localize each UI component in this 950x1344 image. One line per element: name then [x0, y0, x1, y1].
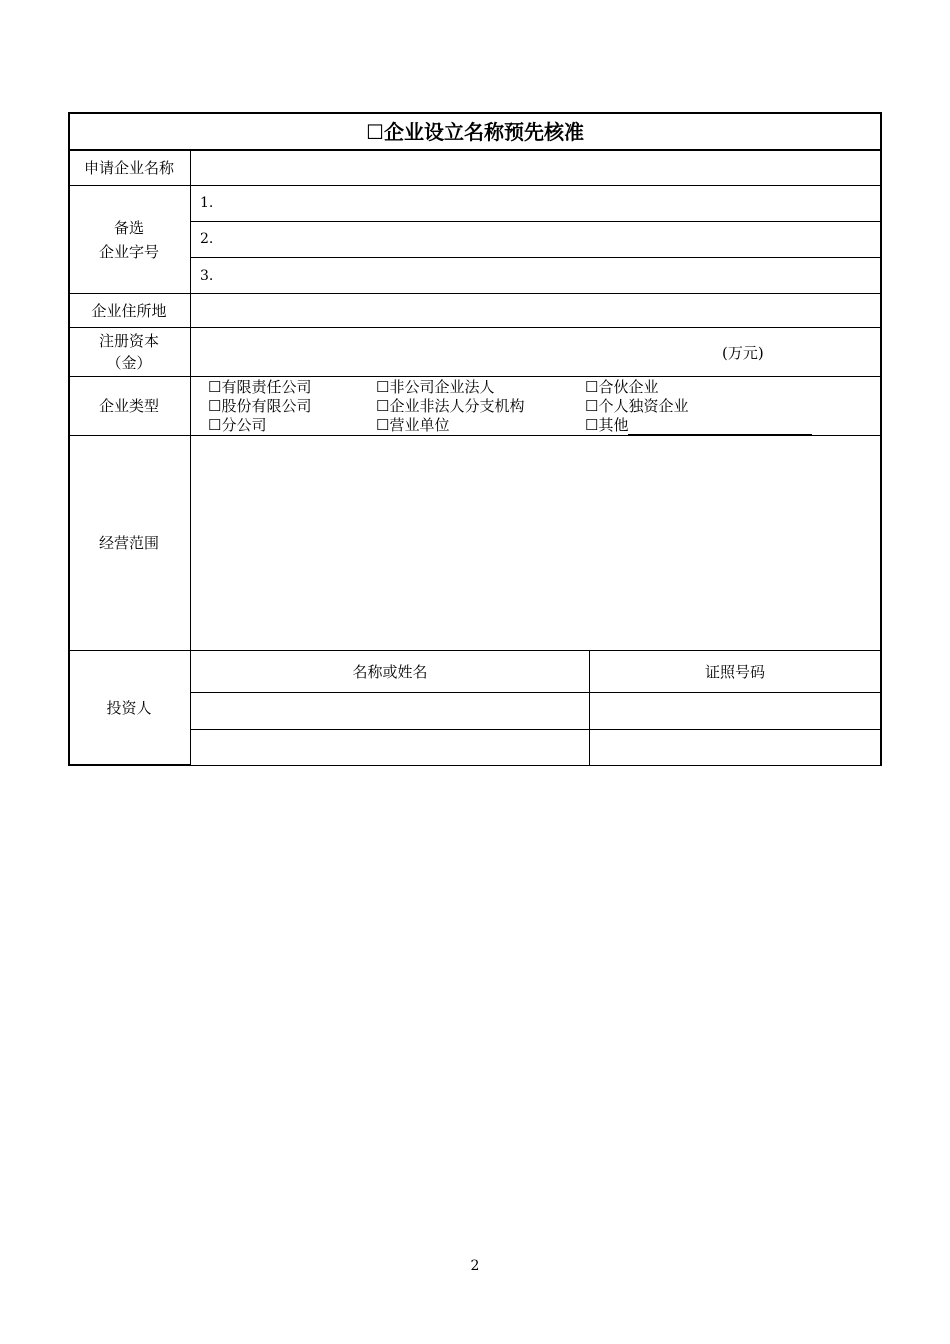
other-blank-line[interactable]	[628, 420, 812, 435]
alt-name-2-field[interactable]: 2.	[200, 231, 214, 247]
address-label: 企业住所地	[91, 301, 167, 320]
capital-unit: (万元)	[722, 344, 764, 362]
type-option-other[interactable]	[585, 416, 812, 435]
company-type-label: 企业类型	[98, 397, 159, 415]
alt-names-label-line2: 企业字号	[98, 242, 159, 261]
rule-alt-1	[190, 221, 882, 222]
type-option-non-corporate[interactable]: ☐非公司企业法人	[376, 378, 495, 396]
alt-name-3-field[interactable]: 3.	[200, 268, 214, 284]
page-number: 2	[470, 1258, 480, 1274]
company-name-field[interactable]	[191, 150, 880, 185]
form-title: ☐企业设立名称预先核准	[366, 119, 584, 144]
alt-names-label	[68, 186, 190, 293]
investor-1-name-field[interactable]	[191, 693, 589, 729]
capital-field[interactable]	[191, 328, 880, 376]
border-right	[880, 112, 882, 766]
business-scope-label: 经营范围	[98, 534, 159, 552]
company-name-label: 申请企业名称	[83, 158, 174, 177]
type-option-branch[interactable]: ☐企业非法人分支机构	[376, 397, 525, 415]
investors-col-name: 名称或姓名	[352, 662, 428, 681]
investor-1-id-field[interactable]	[590, 693, 880, 729]
type-option-subsidiary[interactable]: ☐分公司	[208, 416, 267, 434]
name-preapproval-form	[68, 112, 882, 766]
capital-label	[68, 328, 190, 376]
type-option-other-label: ☐其他	[585, 416, 629, 434]
investors-col-id: 证照号码	[704, 662, 765, 681]
business-scope-field[interactable]	[191, 436, 880, 650]
capital-label-line2: （金）	[106, 354, 152, 372]
capital-label-line1: 注册资本	[98, 332, 159, 350]
alt-name-1-field[interactable]: 1.	[200, 195, 214, 211]
address-field[interactable]	[191, 294, 880, 327]
alt-names-label-line1: 备选	[113, 218, 144, 237]
type-option-business-unit[interactable]: ☐营业单位	[376, 416, 450, 434]
rule-alt-2	[190, 257, 882, 258]
type-option-llc[interactable]: ☐有限责任公司	[208, 378, 312, 396]
investors-label: 投资人	[106, 698, 152, 717]
type-option-sole-proprietor[interactable]: ☐个人独资企业	[585, 397, 689, 415]
border-bottom-left	[68, 764, 190, 766]
investor-2-id-field[interactable]	[590, 730, 880, 765]
border-bottom-right	[190, 765, 882, 766]
type-option-partnership[interactable]: ☐合伙企业	[585, 378, 659, 396]
type-option-joint-stock[interactable]: ☐股份有限公司	[208, 397, 312, 415]
investor-2-name-field[interactable]	[191, 730, 589, 765]
